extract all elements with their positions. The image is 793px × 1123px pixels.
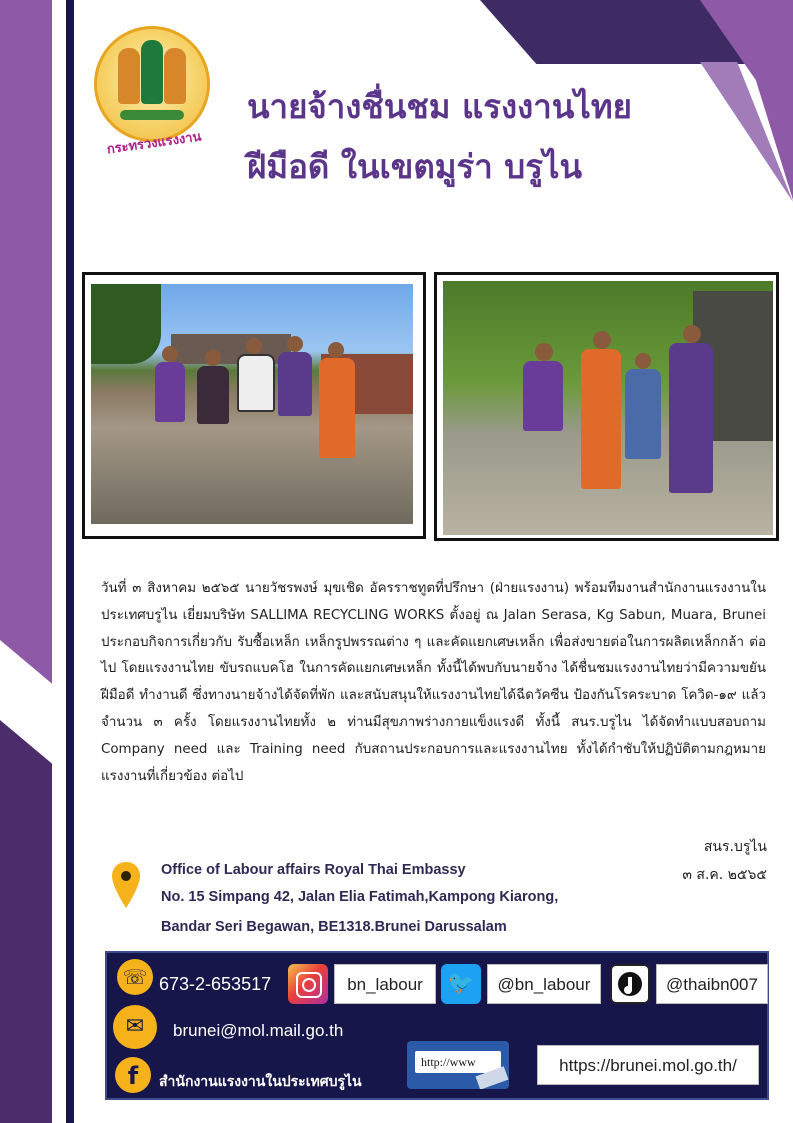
person-orange <box>581 349 621 489</box>
facebook-page[interactable]: สำนักงานแรงงานในประเทศบรูไน <box>159 1074 362 1090</box>
person-head <box>593 331 611 349</box>
ministry-logo <box>90 22 215 158</box>
group-photo-site <box>91 284 413 524</box>
person-purple-2 <box>669 343 713 493</box>
website-link[interactable]: https://brunei.mol.go.th/ <box>537 1045 759 1085</box>
person-head <box>635 353 651 369</box>
url-graphic-text: http://www <box>415 1051 501 1073</box>
photo-frame-right <box>434 272 779 541</box>
envelope-icon: ✉ <box>113 1005 157 1049</box>
photo-tree <box>91 284 161 364</box>
person-purple-1 <box>523 361 563 431</box>
left-navy-stripe <box>66 0 74 1123</box>
logo-deity-left <box>118 48 140 104</box>
person-head <box>287 336 303 352</box>
left-decor-dark <box>0 700 52 1123</box>
photo-frame-left <box>82 272 426 539</box>
person-head <box>328 342 344 358</box>
logo-ribbon <box>120 110 184 120</box>
twitter-handle[interactable]: @bn_labour <box>487 964 601 1004</box>
twitter-icon[interactable]: 🐦 <box>441 964 481 1004</box>
phone-icon: ☏ <box>117 959 153 995</box>
tiktok-handle[interactable]: @thaibn007 <box>656 964 768 1004</box>
page-title-line2: ฝีมือดี ในเขตมูร่า บรูไน <box>247 147 583 186</box>
address-line3: Bandar Seri Begawan, BE1318.Brunei Darussalam <box>161 919 507 935</box>
person-purple-1 <box>155 362 185 422</box>
location-pin-icon <box>111 860 141 910</box>
instagram-handle[interactable]: bn_labour <box>334 964 436 1004</box>
person-orange <box>319 358 355 458</box>
person-head <box>683 325 701 343</box>
person-head <box>535 343 553 361</box>
person-head <box>205 350 221 366</box>
web-address-graphic <box>407 1041 509 1089</box>
contact-panel <box>105 951 769 1100</box>
group-photo-handover <box>443 281 773 535</box>
email-address[interactable]: brunei@mol.mail.go.th <box>173 1021 344 1040</box>
news-paragraph: วันที่ ๓ สิงหาคม ๒๕๖๕ นายวัชรพงษ์ มุขเชิด อัครราชทูตที่ปรึกษา (ฝ่ายแรงงาน) พร้อมทีมงานสำนักงานแรงงานในประเทศบรูไน เยี่ยมบริษัท SALLIMA RECYCLING WORKS ตั้งอยู่ ณ Jalan Serasa, Kg Sabun, Muara, Brunei ประกอบกิจการเกี่ยวกับ รับซื้อเหล็ก เหล็กรูปพรรณต่าง ๆ และคัดแยกเศษเหล็ก เพื่อส่งขายต่อในการผลิตเหล็กกล้า ต่อไป โดยแรงงานไทย ขับรถแบคโฮ ในการคัดแยกเศษเหล็ก ทั้งนี้ได้พบกับนายจ้าง ได้ชื่นชมแรงงานไทยว่ามีความขยัน ฝีมือดี ทำงานดี ซึ่งทางนายจ้างได้จัดที่พัก และสนับสนุนให้แรงงานไทยได้ฉีดวัคซีน ป้องกันโรคระบาด โควิด-๑๙ แล้ว จำนวน ๓ ครั้ง โดยแรงงานไทยทั้ง ๒ ท่านมีสุขภาพร่างกายแข็งแรงดี ทั้งนี้ สนร.บรูไน ได้จัดทำแบบสอบถาม Company need และ Training need กับสถานประกอบการและแรงงานไทย ทั้งได้กำชับให้ปฏิบัติตามกฎหมายแรงงานที่เกี่ยวข้อง ต่อไป <box>101 581 766 784</box>
address-line2: No. 15 Simpang 42, Jalan Elia Fatimah,Kampong Kiarong, <box>161 889 559 905</box>
person-blue <box>625 369 661 459</box>
facebook-icon[interactable]: f <box>115 1057 151 1093</box>
person-head <box>246 338 262 354</box>
signature-org: สนร.บรูไน <box>703 839 767 855</box>
person-purple-2 <box>278 352 312 416</box>
logo-deity-right <box>164 48 186 104</box>
person-striped <box>237 354 275 412</box>
tiktok-icon[interactable] <box>610 964 650 1004</box>
logo-deity-center <box>141 40 163 104</box>
instagram-icon[interactable] <box>288 964 328 1004</box>
person-dark <box>197 366 229 424</box>
address-line1: Office of Labour affairs Royal Thai Embassy <box>161 862 466 878</box>
page-title-line1: นายจ้างชื่นชม แรงงานไทย <box>247 87 632 126</box>
signature-date: ๓ ส.ค. ๒๕๖๕ <box>682 867 767 883</box>
phone-number[interactable]: 673-2-653517 <box>159 974 272 994</box>
person-head <box>162 346 178 362</box>
logo-caption: กระทรวงแรงงาน <box>105 129 203 158</box>
